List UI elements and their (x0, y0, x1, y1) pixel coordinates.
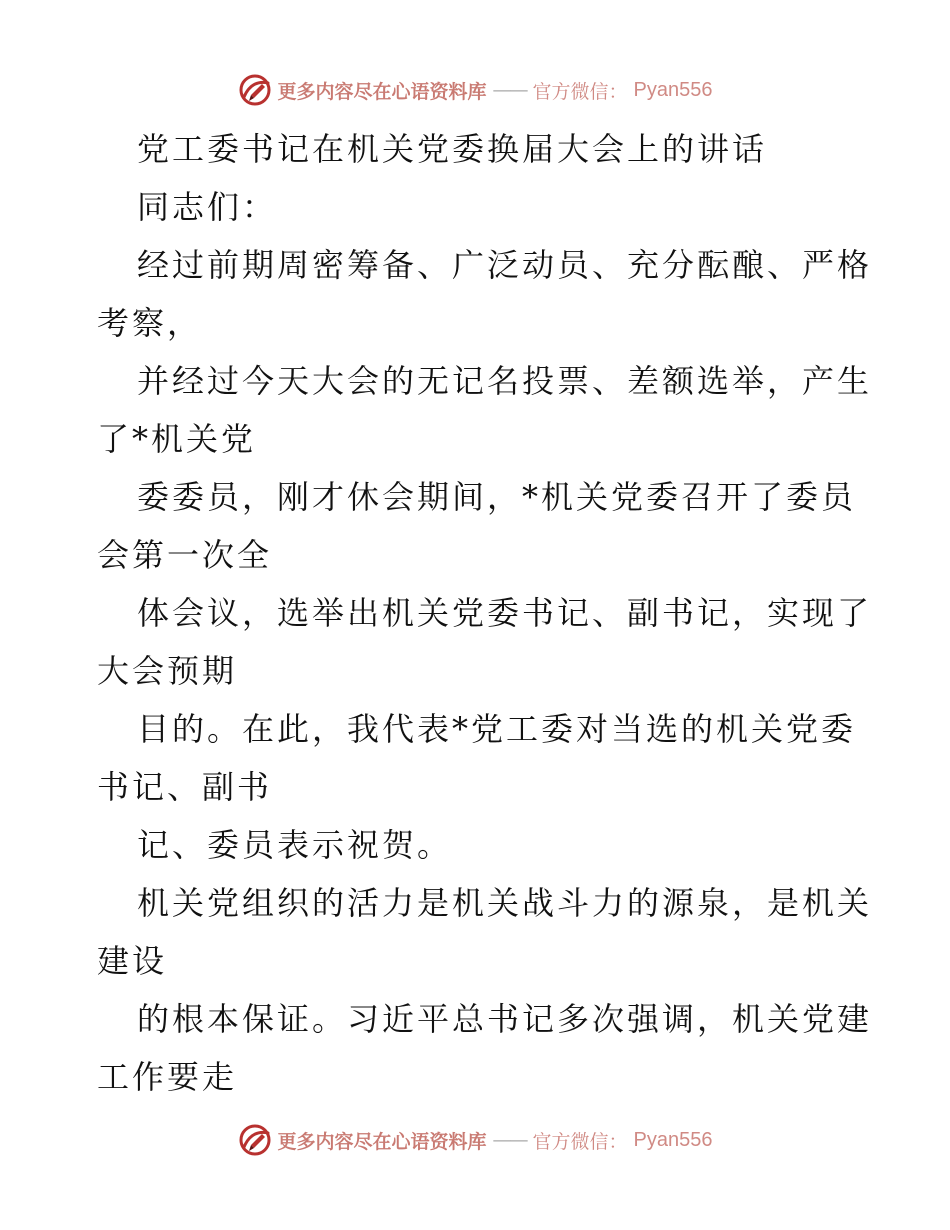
text-line: 的根本保证。习近平总书记多次强调，机关党建 (137, 1000, 873, 1038)
text-line: 工作要走 (97, 1058, 238, 1096)
header-watermark (0, 70, 950, 110)
document-body (97, 120, 873, 1106)
text-line: 建设 (97, 942, 168, 980)
text-line: 机关党组织的活力是机关战斗力的源泉，是机关 (137, 884, 873, 922)
watermark-wechat-id: Pyan556 (633, 78, 713, 101)
watermark-dash: —— (492, 1129, 527, 1151)
watermark-official-label: 官方微信： (532, 80, 628, 103)
text-line: 大会预期 (97, 652, 238, 690)
document-title: 党工委书记在机关党委换届大会上的讲话 (137, 130, 768, 168)
watermark-main-text: 更多内容尽在心语资料库 (277, 1130, 487, 1153)
watermark-dash: —— (492, 79, 527, 101)
text-line: 委委员，刚才休会期间，*机关党委召开了委员 (137, 478, 857, 516)
text-line: 记、委员表示祝贺。 (137, 826, 453, 864)
text-line: 经过前期周密筹备、广泛动员、充分酝酿、严格 (137, 246, 873, 284)
text-line: 会第一次全 (97, 536, 273, 574)
text-line: 体会议，选举出机关党委书记、副书记，实现了 (137, 594, 873, 632)
text-line: 目的。在此，我代表*党工委对当选的机关党委 (137, 710, 857, 748)
watermark-main-text: 更多内容尽在心语资料库 (277, 80, 487, 103)
ribbon-pen-logo-icon (238, 1123, 272, 1157)
text-line: 考察， (97, 304, 203, 342)
ribbon-pen-logo-icon (238, 73, 272, 107)
watermark-wechat-id: Pyan556 (633, 1128, 713, 1151)
text-line: 并经过今天大会的无记名投票、差额选举，产生 (137, 362, 873, 400)
salutation: 同志们： (137, 188, 278, 226)
text-line: 了*机关党 (97, 420, 257, 458)
text-line: 书记、副书 (97, 768, 273, 806)
footer-watermark (0, 1120, 950, 1160)
watermark-official-label: 官方微信： (532, 1130, 628, 1153)
